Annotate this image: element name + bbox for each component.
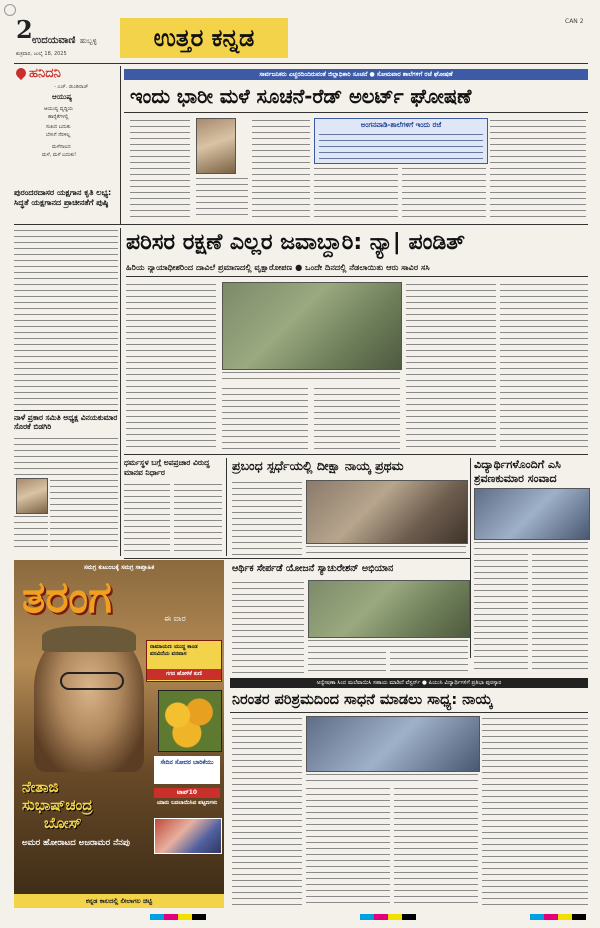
article-text <box>532 552 588 674</box>
print-color-bar <box>150 914 206 920</box>
print-color-bar <box>530 914 586 920</box>
article-text <box>232 716 302 906</box>
article-text <box>314 386 400 450</box>
article-text <box>314 166 398 218</box>
hanidani-poem-line: ಹಾರೈಕೆಗಳಲ್ಲಿ <box>48 114 69 120</box>
school-holiday-box <box>314 118 488 164</box>
column-rule <box>226 458 227 556</box>
essay-award-photo <box>306 480 468 544</box>
print-registration-mark <box>4 4 16 16</box>
article-text <box>222 386 308 450</box>
article-text <box>402 166 486 218</box>
column-rule <box>470 458 471 658</box>
cap-shape <box>42 626 136 652</box>
article-text <box>14 514 48 552</box>
hanidani-author: - ಎಚ್. ಡುಂಡಿರಾಜ್ <box>54 84 89 90</box>
students-photo <box>474 488 590 540</box>
article-text <box>126 282 216 450</box>
left-story-3-headline: ಧರ್ಮಸ್ಥಳ ಬಗ್ಗೆ ಅಪಪ್ರಚಾರ ವಿರುದ್ಧ ಮಾನವ ನಿರ್ಧಾರ <box>124 458 210 477</box>
school-box-text <box>319 132 483 160</box>
headline-red-alert: ಇಂದು ಭಾರೀ ಮಳೆ ಸೂಚನೆ-ರೆಡ್ ಅಲರ್ಟ್ ಘೋಷಣೆ <box>130 85 472 108</box>
section-title: ಉತ್ತರ ಕನ್ನಡ <box>120 18 288 58</box>
hanidani-subtitle: ಆಯುಷ್ಯ <box>52 93 73 101</box>
column-rule <box>120 228 121 556</box>
section-rule <box>14 224 588 225</box>
tree-planting-photo <box>222 282 402 370</box>
top-strip: ಸಾರ್ವಜನಿಕರು ಎಚ್ಚರದಿಂದಿರುವಂತೆ ಜಿಲ್ಲಾಧಿಕಾರಿ ಸೂಚನೆ ● ಸೋಮವಾರ ಶಾಲೆಗಳಿಗೆ ರಜೆ ಘೋಷಣೆ <box>124 69 588 80</box>
article-text <box>474 552 528 674</box>
netaji-portrait <box>34 632 144 772</box>
article-text <box>390 650 468 674</box>
teaser-box-2 <box>154 756 220 784</box>
section-rule <box>124 454 588 455</box>
article-text <box>196 176 248 218</box>
teaser-1-text: ರಾಮಾಯಣ ಯುದ್ಧ ಕಾಂಡ ವನವಿದೆಯ ವನವಾಸ <box>150 644 198 657</box>
hanidani-box <box>14 66 118 184</box>
corner-label: CAN 2 <box>565 18 584 25</box>
photo-caption <box>222 370 400 384</box>
left-story-1-headline: ಪುರಂದರದಾಸರ ಯಕ್ಷಗಾನ ಕೃತಿ ಲಭ್ಯ: ಸಿದ್ಧತೆ ಯಕ್ಷಗಾನದ ಪ್ರಾಚೀನತೆಗೆ ಪುಷ್ಠಿ <box>14 188 112 207</box>
hanidani-poem-line: ಮಳೆ, ಮಳೆ ಬದುಕು! <box>42 152 77 158</box>
photo-caption <box>306 544 466 556</box>
drop-icon <box>14 66 28 80</box>
article-text <box>232 480 302 556</box>
article-text <box>232 580 304 674</box>
teaser-3-text: ಯಾರು ಬದಲಾಯಿಸಿದ ಪಟ್ಟಣಗಳು <box>156 800 218 806</box>
left-story-2-headline: ನಾಳೆ ಪ್ರಕಾರ ಸಮಿತಿ ಅಧ್ಯಕ್ಷ ವಿನಯಕುಮಾರ ಸೊರಕೆ ಬಿಡಗಿರಿ <box>14 413 118 431</box>
teaser-box-1 <box>146 640 222 682</box>
glasses-icon <box>60 672 124 690</box>
article-text <box>394 786 478 906</box>
article-text <box>490 118 586 218</box>
page-number: 2 <box>16 15 33 44</box>
taranga-tagline: ಸಮಗ್ರ ಕುಟುಂಬಕ್ಕೆ ಸಮಗ್ರ ಸಾಪ್ತಾಹಿಕ <box>83 564 155 571</box>
story-financial-headline: ಆರ್ಥಿಕ ಸೇರ್ಪಡೆ ಯೋಜನೆ ಸ್ಯಾಚುರೇಶನ್ ಅಭಿಯಾನ <box>232 563 394 574</box>
hanidani-poem-line: ಬೇಸಿಗೆ ನೆರಳಿಲ್ಲ <box>46 132 71 138</box>
photo-caption <box>306 772 478 784</box>
school-box-title: ಅಂಗನವಾಡಿ-ಶಾಲೆಗಳಿಗೆ ಇಂದು ರಜೆ <box>360 121 442 129</box>
netaji-legacy: ಅಮರ ಹೋರಾಟದ ಅಜರಾಮರ ನೆನಪು <box>22 838 130 848</box>
person-photo <box>196 118 236 174</box>
subhead-rule <box>126 276 588 277</box>
article-text <box>500 282 588 450</box>
hanidani-poem-line: ಸುಖದ ಬದುಕು <box>46 124 71 130</box>
headline-rule <box>124 112 588 113</box>
teaser-2-text: ಸೇದಿನ ಸೋದರ ಬಾರಿಕೆಯು <box>160 759 214 766</box>
netaji-name-line-2: ಸುಭಾಷ್‌ಚಂದ್ರ <box>22 796 93 814</box>
paper-name: ಉದಯವಾಣಿ <box>32 35 76 46</box>
netaji-name-line-1: ನೇತಾಜಿ <box>22 778 59 796</box>
subheadline-environment: ಹಿರಿಯ ನ್ಯಾಯಾಧೀಶರಿಂದ ದಾವಿಲೆ ಪ್ರಮಾಣದಲ್ಲಿ ವೃಕ್ಷಾರೋಪಣ ● ಒಂದೇ ದಿನದಲ್ಲಿ ನೆಡಲಾಯಿತು ಆರು ಸಾವಿರ ಸಸಿ <box>126 262 430 272</box>
person-photo <box>16 478 48 514</box>
financial-camp-photo <box>308 580 470 638</box>
taranga-subtitle: ಈ ವಾರ <box>164 614 186 623</box>
story-students-headline: ವಿದ್ಯಾರ್ಥಿಗಳೊಂದಿಗೆ ಎಸಿ ಶ್ರವಣಕುಮಾರ ಸಂವಾದ <box>474 458 561 485</box>
header-rule <box>14 63 588 64</box>
hanidani-title: ಹನಿದನಿ <box>29 66 61 81</box>
story-essay-headline: ಪ್ರಬಂಧ ಸ್ಪರ್ಧೆಯಲ್ಲಿ ದೀಕ್ಷಾ ನಾಯ್ಕ ಪ್ರಥಮ <box>232 458 404 473</box>
mango-photo <box>158 690 222 752</box>
headline-perseverance: ನಿರಂತರ ಪರಿಶ್ರಮದಿಂದ ಸಾಧನೆ ಮಾಡಲು ಸಾಧ್ಯ: ನಾಯ್ಕ <box>232 692 493 708</box>
hanidani-poem-line: ಆಯುಷ್ಯ ವೃದ್ಧಿಯ <box>44 106 74 112</box>
article-text <box>14 228 118 406</box>
teaser-3-label: ಟಾಪ್10 <box>154 788 220 798</box>
taranga-footer: ಕನ್ನಡ ಕಾಲದಲ್ಲಿ ಲೀಲಾಗಲ ಚಿಟ್ಟಿ <box>14 894 224 908</box>
date-line: ಶುಕ್ರವಾರ, ಜುಲೈ 18, 2025 <box>16 51 67 57</box>
article-text <box>124 482 170 556</box>
print-color-bar <box>360 914 416 920</box>
taranga-advertisement <box>14 560 224 908</box>
taranga-title: ತರಂಗ <box>22 572 112 623</box>
article-text <box>406 282 496 450</box>
article-text <box>306 786 390 906</box>
netaji-name-line-3: ಬೋಸ್ <box>44 814 82 832</box>
article-text <box>174 482 222 556</box>
article-text <box>308 650 386 674</box>
column-rule <box>120 66 121 224</box>
article-text <box>50 478 118 552</box>
hanidani-poem-line: ಮಳೆಗಾಲದ <box>52 144 71 150</box>
left-rule <box>14 410 118 411</box>
article-text <box>14 436 118 476</box>
crowd-photo <box>154 818 222 854</box>
photo-caption <box>474 540 588 550</box>
bottom-strip: ಅನ್ವೇಷಣಾ ಸಿಂದ ಮಲೆವಾಯಿಸಿ ಸಹಾಯ ಮಾಡಿದೆ ವೆಸ್ಟರ್ನ್ ● ಪಿಯುಸಿ ವಿದ್ಯಾರ್ಥಿಗಳಿಗೆ ಪ್ರತಿಭಾ ಪುರಸ್ಕಾರ <box>230 678 588 688</box>
photo-caption <box>308 638 468 648</box>
article-text <box>252 118 310 218</box>
article-text <box>482 716 588 906</box>
headline-environment: ಪರಿಸರ ರಕ್ಷಣೆ ಎಲ್ಲರ ಜವಾಬ್ದಾರಿ: ನ್ಯಾ| ಪಂಡಿತ್ <box>126 230 465 255</box>
teaser-1b-text: ಗಗನ ಹೋಳಿಕೆ ಕುಣಿ <box>147 669 221 680</box>
section-rule <box>124 558 470 559</box>
edition-name: ಹುಬ್ಬಳ್ಳಿ <box>80 37 97 45</box>
pu-award-photo <box>306 716 480 772</box>
headline-rule <box>230 712 588 713</box>
article-text <box>130 118 190 218</box>
